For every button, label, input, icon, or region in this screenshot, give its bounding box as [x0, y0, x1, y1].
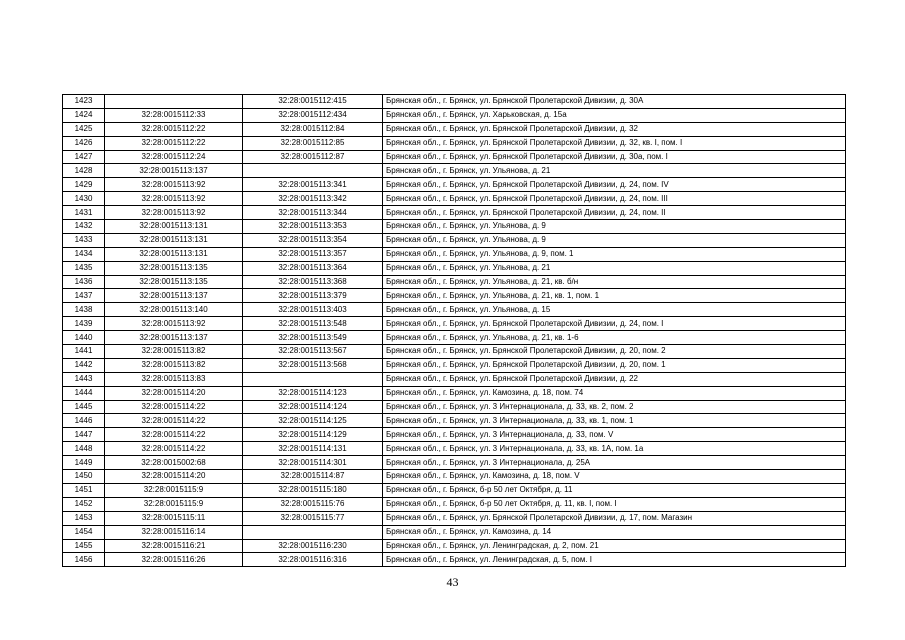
address-cell: Брянская обл., г. Брянск, ул. Брянской Пролетарской Дивизии, д. 24, пом. II: [383, 206, 846, 220]
address-cell: Брянская обл., г. Брянск, ул. Камозина, д. 14: [383, 525, 846, 539]
parcel-cadastral-number-cell: 32:28:0015112:24: [105, 150, 243, 164]
row-number-cell: 1446: [63, 414, 105, 428]
row-number-cell: 1450: [63, 470, 105, 484]
parcel-cadastral-number-cell: 32:28:0015116:26: [105, 553, 243, 567]
row-number-cell: 1424: [63, 108, 105, 122]
row-number-cell: 1455: [63, 539, 105, 553]
address-cell: Брянская обл., г. Брянск, ул. Ульянова, д. 21: [383, 261, 846, 275]
table-row: [63, 525, 846, 539]
row-number-cell: 1452: [63, 497, 105, 511]
row-number-cell: 1434: [63, 247, 105, 261]
address-cell: Брянская обл., г. Брянск, ул. 3 Интернационала, д. 33, пом. V: [383, 428, 846, 442]
row-number-cell: 1429: [63, 178, 105, 192]
object-cadastral-number-cell: [243, 525, 383, 539]
object-cadastral-number-cell: 32:28:0015112:87: [243, 150, 383, 164]
table-row: [63, 400, 846, 414]
table-row: [63, 372, 846, 386]
table-row: [63, 483, 846, 497]
address-cell: Брянская обл., г. Брянск, ул. Ленинградская, д. 2, пом. 21: [383, 539, 846, 553]
table-row: [63, 303, 846, 317]
object-cadastral-number-cell: [243, 372, 383, 386]
address-cell: Брянская обл., г. Брянск, ул. Брянской Пролетарской Дивизии, д. 22: [383, 372, 846, 386]
table-row: [63, 289, 846, 303]
row-number-cell: 1436: [63, 275, 105, 289]
table-row: [63, 511, 846, 525]
parcel-cadastral-number-cell: 32:28:0015113:140: [105, 303, 243, 317]
row-number-cell: 1427: [63, 150, 105, 164]
object-cadastral-number-cell: 32:28:0015113:341: [243, 178, 383, 192]
address-cell: Брянская обл., г. Брянск, ул. Брянской Пролетарской Дивизии, д. 30а, пом. I: [383, 150, 846, 164]
object-cadastral-number-cell: 32:28:0015112:434: [243, 108, 383, 122]
parcel-cadastral-number-cell: 32:28:0015113:131: [105, 247, 243, 261]
row-number-cell: 1428: [63, 164, 105, 178]
row-number-cell: 1423: [63, 95, 105, 109]
table-row: [63, 553, 846, 567]
address-cell: Брянская обл., г. Брянск, ул. Брянской Пролетарской Дивизии, д. 20, пом. 1: [383, 358, 846, 372]
row-number-cell: 1431: [63, 206, 105, 220]
row-number-cell: 1437: [63, 289, 105, 303]
address-cell: Брянская обл., г. Брянск, ул. Ульянова, д. 9: [383, 220, 846, 234]
table-row: [63, 539, 846, 553]
row-number-cell: 1447: [63, 428, 105, 442]
address-cell: Брянская обл., г. Брянск, ул. 3 Интернационала, д. 33, кв. 1А, пом. 1а: [383, 442, 846, 456]
address-cell: Брянская обл., г. Брянск, ул. Брянской Пролетарской Дивизии, д. 24, пом. III: [383, 192, 846, 206]
parcel-cadastral-number-cell: 32:28:0015114:22: [105, 400, 243, 414]
parcel-cadastral-number-cell: 32:28:0015113:135: [105, 261, 243, 275]
object-cadastral-number-cell: 32:28:0015112:415: [243, 95, 383, 109]
parcel-cadastral-number-cell: 32:28:0015112:22: [105, 122, 243, 136]
address-cell: Брянская обл., г. Брянск, ул. Ленинградская, д. 5, пом. I: [383, 553, 846, 567]
table-row: [63, 95, 846, 109]
row-number-cell: 1449: [63, 456, 105, 470]
parcel-cadastral-number-cell: 32:28:0015116:21: [105, 539, 243, 553]
registry-table-body: [63, 95, 846, 567]
parcel-cadastral-number-cell: 32:28:0015114:22: [105, 414, 243, 428]
parcel-cadastral-number-cell: [105, 95, 243, 109]
object-cadastral-number-cell: 32:28:0015113:368: [243, 275, 383, 289]
address-cell: Брянская обл., г. Брянск, ул. Ульянова, д. 21, кв. б/н: [383, 275, 846, 289]
parcel-cadastral-number-cell: 32:28:0015113:82: [105, 358, 243, 372]
table-row: [63, 358, 846, 372]
object-cadastral-number-cell: 32:28:0015113:354: [243, 233, 383, 247]
table-row: [63, 108, 846, 122]
parcel-cadastral-number-cell: 32:28:0015113:137: [105, 289, 243, 303]
parcel-cadastral-number-cell: 32:28:0015113:137: [105, 331, 243, 345]
address-cell: Брянская обл., г. Брянск, ул. 3 Интернационала, д. 25А: [383, 456, 846, 470]
parcel-cadastral-number-cell: 32:28:0015113:92: [105, 178, 243, 192]
table-row: [63, 247, 846, 261]
row-number-cell: 1443: [63, 372, 105, 386]
parcel-cadastral-number-cell: 32:28:0015002:68: [105, 456, 243, 470]
row-number-cell: 1451: [63, 483, 105, 497]
table-row: [63, 178, 846, 192]
table-row: [63, 122, 846, 136]
row-number-cell: 1435: [63, 261, 105, 275]
table-row: [63, 331, 846, 345]
object-cadastral-number-cell: 32:28:0015115:76: [243, 497, 383, 511]
parcel-cadastral-number-cell: 32:28:0015112:33: [105, 108, 243, 122]
row-number-cell: 1426: [63, 136, 105, 150]
table-row: [63, 414, 846, 428]
row-number-cell: 1439: [63, 317, 105, 331]
table-row: [63, 497, 846, 511]
row-number-cell: 1440: [63, 331, 105, 345]
object-cadastral-number-cell: 32:28:0015113:344: [243, 206, 383, 220]
table-row: [63, 442, 846, 456]
parcel-cadastral-number-cell: 32:28:0015113:92: [105, 317, 243, 331]
object-cadastral-number-cell: 32:28:0015115:180: [243, 483, 383, 497]
row-number-cell: 1456: [63, 553, 105, 567]
address-cell: Брянская обл., г. Брянск, ул. Брянской Пролетарской Дивизии, д. 32, кв. I, пом. I: [383, 136, 846, 150]
row-number-cell: 1433: [63, 233, 105, 247]
address-cell: Брянская обл., г. Брянск, б-р 50 лет Октября, д. 11: [383, 483, 846, 497]
object-cadastral-number-cell: 32:28:0015114:124: [243, 400, 383, 414]
object-cadastral-number-cell: 32:28:0015113:403: [243, 303, 383, 317]
parcel-cadastral-number-cell: 32:28:0015113:131: [105, 220, 243, 234]
address-cell: Брянская обл., г. Брянск, ул. Брянской Пролетарской Дивизии, д. 30А: [383, 95, 846, 109]
address-cell: Брянская обл., г. Брянск, ул. Брянской Пролетарской Дивизии, д. 32: [383, 122, 846, 136]
parcel-cadastral-number-cell: 32:28:0015115:9: [105, 497, 243, 511]
object-cadastral-number-cell: 32:28:0015114:301: [243, 456, 383, 470]
row-number-cell: 1425: [63, 122, 105, 136]
row-number-cell: 1453: [63, 511, 105, 525]
address-cell: Брянская обл., г. Брянск, ул. Брянской Пролетарской Дивизии, д. 24, пом. I: [383, 317, 846, 331]
parcel-cadastral-number-cell: 32:28:0015113:131: [105, 233, 243, 247]
table-row: [63, 317, 846, 331]
object-cadastral-number-cell: 32:28:0015113:379: [243, 289, 383, 303]
address-cell: Брянская обл., г. Брянск, ул. Ульянова, д. 21, кв. 1-6: [383, 331, 846, 345]
table-row: [63, 192, 846, 206]
object-cadastral-number-cell: 32:28:0015113:567: [243, 345, 383, 359]
object-cadastral-number-cell: 32:28:0015113:549: [243, 331, 383, 345]
parcel-cadastral-number-cell: 32:28:0015113:83: [105, 372, 243, 386]
page-number: 43: [446, 575, 459, 589]
parcel-cadastral-number-cell: 32:28:0015114:20: [105, 386, 243, 400]
object-cadastral-number-cell: 32:28:0015113:548: [243, 317, 383, 331]
table-row: [63, 233, 846, 247]
row-number-cell: 1454: [63, 525, 105, 539]
parcel-cadastral-number-cell: 32:28:0015113:137: [105, 164, 243, 178]
address-cell: Брянская обл., г. Брянск, ул. Ульянова, д. 9, пом. 1: [383, 247, 846, 261]
parcel-cadastral-number-cell: 32:28:0015114:22: [105, 428, 243, 442]
parcel-cadastral-number-cell: 32:28:0015113:135: [105, 275, 243, 289]
table-row: [63, 150, 846, 164]
parcel-cadastral-number-cell: 32:28:0015112:22: [105, 136, 243, 150]
row-number-cell: 1444: [63, 386, 105, 400]
address-cell: Брянская обл., г. Брянск, ул. Ульянова, д. 21, кв. 1, пом. 1: [383, 289, 846, 303]
object-cadastral-number-cell: [243, 164, 383, 178]
object-cadastral-number-cell: 32:28:0015114:131: [243, 442, 383, 456]
object-cadastral-number-cell: 32:28:0015114:123: [243, 386, 383, 400]
row-number-cell: 1442: [63, 358, 105, 372]
address-cell: Брянская обл., г. Брянск, ул. Брянской Пролетарской Дивизии, д. 20, пом. 2: [383, 345, 846, 359]
object-cadastral-number-cell: 32:28:0015112:85: [243, 136, 383, 150]
table-row: [63, 206, 846, 220]
row-number-cell: 1445: [63, 400, 105, 414]
parcel-cadastral-number-cell: 32:28:0015113:92: [105, 192, 243, 206]
object-cadastral-number-cell: 32:28:0015114:129: [243, 428, 383, 442]
row-number-cell: 1430: [63, 192, 105, 206]
parcel-cadastral-number-cell: 32:28:0015116:14: [105, 525, 243, 539]
table-row: [63, 275, 846, 289]
address-cell: Брянская обл., г. Брянск, ул. Брянской Пролетарской Дивизии, д. 17, пом. Магазин: [383, 511, 846, 525]
object-cadastral-number-cell: 32:28:0015113:353: [243, 220, 383, 234]
object-cadastral-number-cell: 32:28:0015115:77: [243, 511, 383, 525]
table-row: [63, 386, 846, 400]
parcel-cadastral-number-cell: 32:28:0015113:92: [105, 206, 243, 220]
address-cell: Брянская обл., г. Брянск, ул. Ульянова, д. 15: [383, 303, 846, 317]
address-cell: Брянская обл., г. Брянск, ул. 3 Интернационала, д. 33, кв. 2, пом. 2: [383, 400, 846, 414]
parcel-cadastral-number-cell: 32:28:0015114:20: [105, 470, 243, 484]
table-row: [63, 428, 846, 442]
object-cadastral-number-cell: 32:28:0015113:364: [243, 261, 383, 275]
row-number-cell: 1432: [63, 220, 105, 234]
address-cell: Брянская обл., г. Брянск, ул. Харьковская, д. 15а: [383, 108, 846, 122]
object-cadastral-number-cell: 32:28:0015114:87: [243, 470, 383, 484]
address-cell: Брянская обл., г. Брянск, ул. Ульянова, д. 9: [383, 233, 846, 247]
object-cadastral-number-cell: 32:28:0015116:316: [243, 553, 383, 567]
registry-table: [62, 94, 846, 567]
table-row: [63, 261, 846, 275]
table-row: [63, 164, 846, 178]
object-cadastral-number-cell: 32:28:0015116:230: [243, 539, 383, 553]
object-cadastral-number-cell: 32:28:0015113:568: [243, 358, 383, 372]
row-number-cell: 1448: [63, 442, 105, 456]
address-cell: Брянская обл., г. Брянск, ул. Камозина, д. 18, пом. 74: [383, 386, 846, 400]
table-row: [63, 136, 846, 150]
object-cadastral-number-cell: 32:28:0015113:342: [243, 192, 383, 206]
parcel-cadastral-number-cell: 32:28:0015113:82: [105, 345, 243, 359]
row-number-cell: 1441: [63, 345, 105, 359]
parcel-cadastral-number-cell: 32:28:0015115:11: [105, 511, 243, 525]
object-cadastral-number-cell: 32:28:0015113:357: [243, 247, 383, 261]
parcel-cadastral-number-cell: 32:28:0015114:22: [105, 442, 243, 456]
table-row: [63, 345, 846, 359]
table-row: [63, 470, 846, 484]
address-cell: Брянская обл., г. Брянск, ул. Камозина, д. 18, пом. V: [383, 470, 846, 484]
table-row: [63, 456, 846, 470]
address-cell: Брянская обл., г. Брянск, ул. Брянской Пролетарской Дивизии, д. 24, пом. IV: [383, 178, 846, 192]
address-cell: Брянская обл., г. Брянск, б-р 50 лет Октября, д. 11, кв. I, пом. I: [383, 497, 846, 511]
object-cadastral-number-cell: 32:28:0015114:125: [243, 414, 383, 428]
object-cadastral-number-cell: 32:28:0015112:84: [243, 122, 383, 136]
row-number-cell: 1438: [63, 303, 105, 317]
parcel-cadastral-number-cell: 32:28:0015115:9: [105, 483, 243, 497]
address-cell: Брянская обл., г. Брянск, ул. 3 Интернационала, д. 33, кв. 1, пом. 1: [383, 414, 846, 428]
table-row: [63, 220, 846, 234]
address-cell: Брянская обл., г. Брянск, ул. Ульянова, д. 21: [383, 164, 846, 178]
